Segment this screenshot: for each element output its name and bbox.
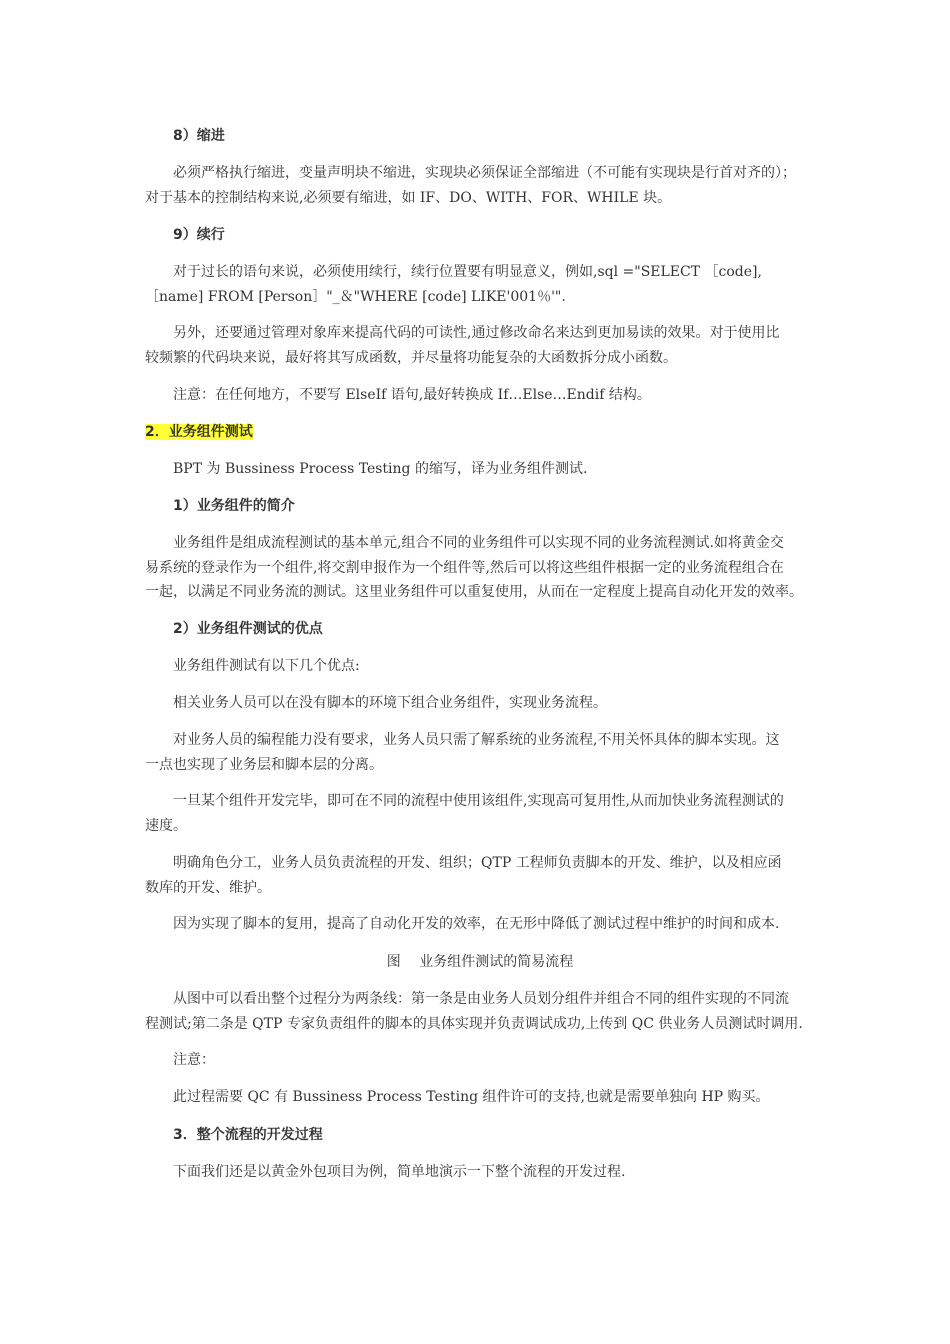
heading-component-intro: 1）业务组件的简介 (173, 498, 295, 514)
note-label: 注意： (173, 1052, 215, 1068)
paragraph-advantage-5: 因为实现了脚本的复用，提高了自动化开发的效率，在无形中降低了测试过程中维护的时间和成本. (173, 916, 780, 932)
figure-caption: 图 业务组件测试的简易流程 (386, 954, 574, 970)
note-elseif: 注意：在任何地方，不要写 ElseIf 语句,最好转换成 If…Else…Endif 结构。 (173, 387, 651, 403)
paragraph-advantage-4: 明确角色分工，业务人员负责流程的开发、组织；QTP 工程师负责脚本的开发、维护，以及相应函 数库的开发、维护。 (145, 855, 782, 896)
paragraph-bpt-intro: BPT 为 Bussiness Process Testing 的缩写，译为业务组件测试. (173, 461, 588, 477)
paragraph-component-intro: 业务组件是组成流程测试的基本单元,组合不同的业务组件可以实现不同的业务流程测试.如将黄金交 易系统的登录作为一个组件,将交割申报作为一个组件等,然后可以将这些组件根据一定的业务流程组合在 一起，以满足不同业务流的测试。这里业务组件可以重复使用，从而在一定程度上提高自动化开发的效率。 (145, 535, 803, 600)
heading-development-process: 3．整个流程的开发过程 (173, 1127, 323, 1143)
paragraph-readability: 另外，还要通过管理对象库来提高代码的可读性,通过修改命名来达到更加易读的效果。对于使用比 较频繁的代码块来说，最好将其写成函数，并尽量将功能复杂的大函数拆分成小函数。 (145, 325, 780, 366)
paragraph-figure-explanation: 从图中可以看出整个过程分为两条线：第一条是由业务人员划分组件并组合不同的组件实现的不同流 程测试;第二条是 QTP 专家负责组件的脚本的具体实现并负责调试成功,上传到 QC 供业务人员测试时调用. (145, 991, 803, 1032)
heading-bpt (145, 420, 815, 445)
heading-continuation: 9）续行 (173, 227, 225, 243)
paragraph-development-intro: 下面我们还是以黄金外包项目为例，简单地演示一下整个流程的开发过程. (173, 1164, 626, 1180)
paragraph-advantage-1: 相关业务人员可以在没有脚本的环境下组合业务组件，实现业务流程。 (173, 695, 607, 711)
paragraph-advantage-3: 一旦某个组件开发完毕，即可在不同的流程中使用该组件,实现高可复用性,从而加快业务流程测试的 速度。 (145, 793, 784, 834)
highlighted-heading-text: 2．业务组件测试 (145, 424, 253, 440)
heading-indent: 8）缩进 (173, 128, 225, 144)
paragraph-advantages-intro: 业务组件测试有以下几个优点: (173, 658, 360, 674)
paragraph-indent-rules: 必须严格执行缩进，变量声明块不缩进，实现块必须保证全部缩进（不可能有实现块是行首对齐的）； 对于基本的控制结构来说,必须要有缩进，如 IF、DO、WITH、FOR、WHILE 块。 (145, 165, 796, 206)
heading-advantages: 2）业务组件测试的优点 (173, 621, 323, 637)
paragraph-advantage-2: 对业务人员的编程能力没有要求，业务人员只需了解系统的业务流程,不用关怀具体的脚本实现。这 一点也实现了业务层和脚本层的分离。 (145, 732, 780, 773)
paragraph-continuation: 对于过长的语句来说，必须使用续行，续行位置要有明显意义，例如,sql ="SELECT ［code], ［name] FROM [Person］"_＆"WHERE [code] LIKE'001％'". (145, 264, 762, 305)
note-license: 此过程需要 QC 有 Bussiness Process Testing 组件许可的支持,也就是需要单独向 HP 购买。 (173, 1089, 770, 1105)
